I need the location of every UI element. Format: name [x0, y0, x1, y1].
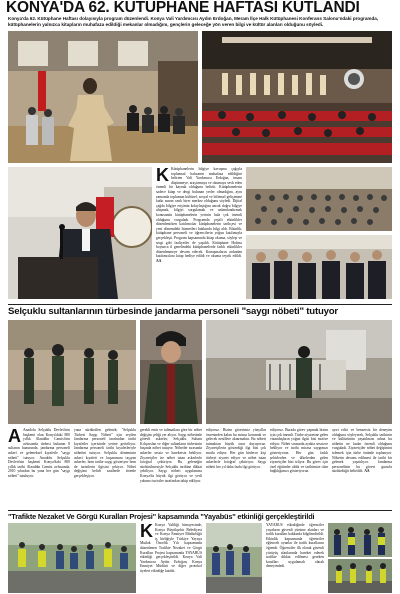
article1-photo-stage	[202, 31, 392, 163]
article2-photo-guard-building	[206, 320, 392, 424]
article1-photo-audience	[246, 235, 392, 299]
article3-headline: "Trafikte Nezaket Ve Görgü Kuralları Projesi" kapsamında "Yayabüs" etkinliği gerçekleştirildi	[8, 512, 315, 521]
article2-col1: A Anadolu Selçuklu Devleti'nin başkenti olan Konya'daki 800 yıllık Alaaddin Camisi'nin avlusunda türbesi bulunan 8 sultanın huzurunda, jandarma personeli askeri ve geleneksel kıyafetle "saygı nöbeti" tutuyor. Anadolu Selçuklu Devleti'nin başkenti Konya'daki 800 yıllık tarihi Alaaddin Camisi avlusunda, 2010 yılından bu yana her gün "saygı nöbeti" tutuluyor.	[8, 428, 70, 478]
article2-photo-guard-closeup	[140, 320, 202, 424]
article1-signature: AA	[156, 258, 162, 263]
article3-photo-crowd	[206, 523, 262, 593]
article3-photo-kids	[328, 559, 392, 593]
article1-photo-conference	[246, 167, 392, 231]
dropcap: A	[8, 428, 21, 446]
article2-col5: ediyoruz. Bizim görevimiz yüzyıllar öncesinden kalan bu mirası korumak ve gelecek nesillere aktarmaktır. Bu nöbeti tutmaktan büyük onur duyuyoruz. Ziyaretçilerin gösterdiği ilgi bizi çok mutlu ediyor. Her gün binlerce kişi türbeyi ziyaret ediyor ve nöbet tutan askerlerle fotoğraf çektiriyor. Saygı nöbeti her yıl daha fazla ilgi görüyor.	[206, 428, 266, 469]
article2-photo-guards-tomb	[8, 320, 136, 424]
article1-body: K Kütüphanelerin bilgiye kavuşma çağıyla toplumsal hafızanın muhafaza edildiğini belirten Vali Yardımcısı Erdoğan, insanı düşünmeye, araştırmaya ve okumaya sevk eden önemli bir kaynak olduğunu belirtti. Kütüphanelerin sadece kitap ve dergi bulunan yerler olmadığını, aynı zamanda toplumun kültürel, sosyal ve bilimsel gelişimine katkı sunan canlı birer merkez olduğunu söyledi. Dijital çağda bilgiye erişimin kolaylaştığını ancak doğru bilgiye ulaşmak, bilgiyi sorgulamak ve anlamlandırmak konusunda kütüphanelerin yerinin hala çok önemli olduğunu vurguladı. Programda çeşitli etkinlikler düzenlenirken katılımcılar kütüphanelerin tarihçesi ve yeni dönemdeki hizmetleri hakkında bilgi aldı. Etkinlik, kütüphane personeli ve öğrencilerin yoğun katılımıyla gerçekleşti. Program kapsamında kitap okuma, söyleşi ve sergi gibi faaliyetler de yapıldı. Kütüphane Haftası boyunca il genelindeki kütüphanelerde farklı etkinlikler düzenlenmeye devam edecek. Konuşmaların ardından katılımcılara kitap hediye edildi ve okuma teşvik edildi. AA	[156, 167, 242, 263]
article1-photo-dancer	[8, 31, 198, 163]
article2-col2: yana sürdürülen gelenek; "Selçuklu Türbesi Saygı Nöbeti" için seçilen Jandarma personeli tarafından tarihi kıyafetler içerisinde yerine getiriliyor. Jandarma personeli tarihi kıyafetleriyle nöbetini tutuyor. Selçuklu döneminin askeri kıyafeti ve kuşanımını taşıyan askerler, hem tarihe saygı gösteriyor hem de turistlerin ilgisini çekiyor. Nöbet değişimi belirli saatlerde törenle gerçekleşiyor.	[74, 428, 136, 478]
article1-photo-speaker	[8, 167, 152, 299]
article2-col7: ayırt edici ve benzersiz bir deneyim olduğunu söyleyerek, Selçuklu tarihinin ve kültürünün yaşatılması adına bu nöbetin ne kadar önemli olduğunu vurguladı. Ziyaretçiler nöbet değişimini izlemek için türbe önünde toplanıyor. Nöbetin devamı edilmesi ile tarihi bir gelenek yaşatılıyor. Jandarma personelinin bu görevi gururla sürdürdüğü belirtildi. AA	[332, 428, 392, 474]
article2-headline: Selçuklu sultanlarının türbesinde jandarma personeli "saygı nöbeti" tutuyor	[8, 306, 338, 317]
article2-signature: AA	[364, 469, 370, 474]
article3-photo-students-left	[8, 523, 136, 593]
article1-lead: Konya'da 62. Kütüphane Haftası dolayısıyla program düzenlendi. Konya Vali Yardımcısı Aydın Erdoğan, Meram İlçe Halk Kütüphanesi Konferans Salonu'ndaki programda, kütüphanelerin yalnızca kitapların muhafaza edildiği mekanlar olmadığını, gençlerin geleceğe yön veren bilgi ve kültür alanları olduğunu söyledi.	[8, 16, 379, 27]
article1-headline: KONYA'DA 62. KÜTÜPHANE HAFTASI KUTLANDI	[6, 0, 360, 16]
dropcap: K	[156, 167, 169, 185]
article3-photo-officers	[328, 523, 392, 557]
article2-col4: gerekli emir ve talimatlara göre bir nöbet değişim çeliği yer alıyor. Saygı nöbetinde görevli askerler, Selçuklu Sultanı Kılıçarslan ve diğer sultanların türbesinin başında nöbet tutuyor. Nöbetler sırasında askerler sessiz ve hareketsiz bekliyor. Ziyaretçiler ise nöbet tutan askerlerle fotoğraf çektiriyor. Bu geleneğin sürdürülmesiyle Selçuklu tarihine dikkat çekiliyor. Saygı nöbeti uygulaması Konya'da büyük ilgi görüyor ve yerli yabancı turistler tarafından takip ediliyor.	[140, 428, 202, 483]
article2-col6: ediyoruz. Burada görev yapmak bizim için çok önemli. Türbe ziyaretine gelen vatandaşların yoğun ilgisi bizi motive ediyor. Nöbet sırasında ayakta sessizce bekliyor ve tarihi mirasa saygımızı gösteriyoruz. Her gün farklı şehirlerden ve ülkelerden gelen ziyaretçiler bizi izliyor. Bu görev için özel eğitimler aldık ve tarihimize olan bağlılığımızı gösteriyoruz.	[270, 428, 328, 474]
article3-col1: K Konya Valiliği himayesinde, Konya Büyükşehir Belediyesi ve Konya Emniyet Müdürlüğü iş birliğiyle Türkiye Yayaya Mutlak Öncelik Yılı kapsamında düzenlenen Trafikte Nezaket ve Görgü Kuralları Projesi kapsamında YAYABÜS etkinliği gerçekleştirildi. Konya Vali Yardımcısı Aydın Erdoğan, Konya Emniyet Müdürü ve diğer protokol üyeleri etkinliğe katıldı.	[140, 523, 202, 573]
divider-2	[8, 510, 392, 511]
divider-1	[8, 304, 392, 305]
article3-col2: YAYABÜS etkinliğinde öğrenciler yayaların güvenli yürüme alanları ve trafik kuralları hakkında bilgilendirildi. Etkinlik kapsamında öğrenciler eğlenceli oyunlar ile trafik kurallarını öğrendi. Öğrenciler ilk olarak güvenli yürüyüş alanlarında hareket ederek trafikte dikkat edilmesi gereken kuralları uygulamalı olarak deneyimledi.	[266, 523, 324, 569]
dropcap: K	[140, 523, 153, 541]
